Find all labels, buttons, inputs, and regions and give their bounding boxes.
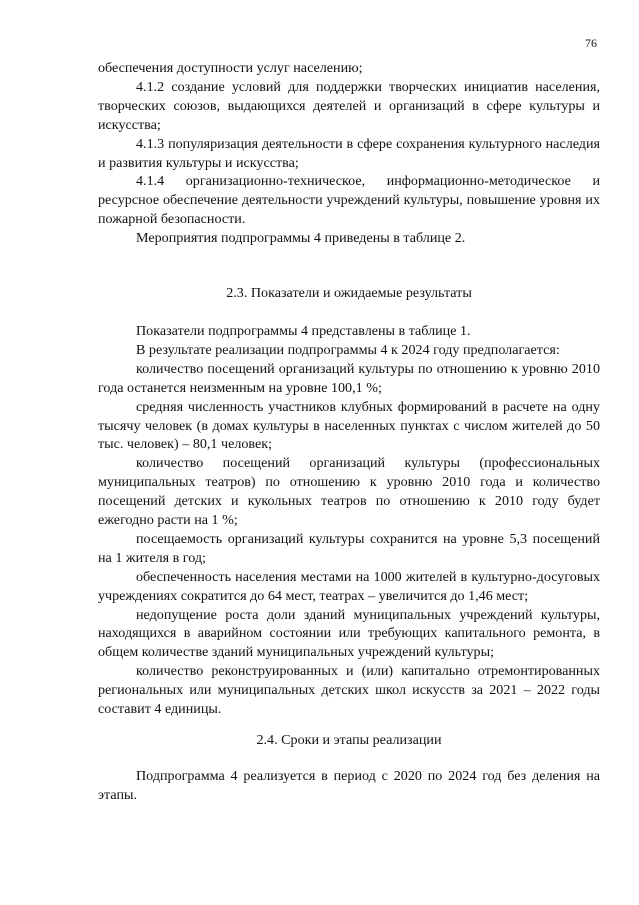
paragraph-visits: количество посещений организаций культуры по отношению к уровню 2010 года останется неизменным на уровне 100,1 %; — [98, 360, 600, 396]
paragraph-theatre-visits: количество посещений организаций культуры (профессиональных муниципальных театров) по отношению к уровню 2010 года и количество посещений детских и кукольных театров по отношению к 2010 году будет ежегодно расти на 1 %; — [98, 455, 600, 529]
paragraph-4-1-3: 4.1.3 популяризация деятельности в сфере сохранения культурного наследия и развития культуры и искусства; — [98, 135, 600, 171]
paragraph-seats: обеспеченность населения местами на 1000 жителей в культурно-досуговых учреждениях сократится до 64 мест, театрах – увеличится до 1,46 мест; — [98, 568, 600, 604]
paragraph-4-1-2: 4.1.2 создание условий для поддержки творческих инициатив населения, творческих союзов, выдающихся деятелей и организаций в сфере культуры и искусства; — [98, 78, 600, 133]
page-number: 76 — [585, 36, 597, 50]
paragraph-indicators: Показатели подпрограммы 4 представлены в таблице 1. — [136, 322, 471, 339]
section-heading-2-4: 2.4. Сроки и этапы реализации — [256, 732, 442, 748]
spacer — [98, 303, 600, 322]
paragraph-period: Подпрограмма 4 реализуется в период с 2020 по 2024 год без деления на этапы. — [98, 767, 600, 803]
paragraph-attendance: посещаемость организаций культуры сохранится на уровне 5,3 посещений на 1 жителя в год; — [98, 530, 600, 566]
paragraph-4-1-4: 4.1.4 организационно-техническое, информационно-методическое и ресурсное обеспечение деятельности учреждений культуры, повышение уровня их пожарной безопасности. — [98, 173, 600, 228]
spacer — [98, 719, 600, 731]
paragraph-buildings: недопущение роста доли зданий муниципальных учреждений культуры, находящихся в аварийном состоянии или требующих капитального ремонта, в общем количестве зданий муниципальных учреждений культуры; — [98, 606, 600, 661]
paragraph-expected: В результате реализации подпрограммы 4 к 2024 году предполагается: — [136, 341, 560, 358]
paragraph-measures: Мероприятия подпрограммы 4 приведены в таблице 2. — [136, 230, 466, 247]
section-heading-2-3: 2.3. Показатели и ожидаемые результаты — [226, 285, 472, 302]
paragraph-club-participants: средняя численность участников клубных формирований в расчете на одну тысячу человек (в домах культуры в населенных пунктах с числом жителей до 50 тыс. человек) – 80,1 человек; — [98, 398, 600, 453]
spacer — [98, 750, 600, 767]
paragraph-art-schools: количество реконструированных и (или) капитально отремонтированных региональных или муниципальных детских школ искусств за 2021 – 2022 годы составит 4 единицы. — [98, 663, 600, 718]
page-body — [98, 59, 600, 805]
spacer — [98, 248, 600, 284]
paragraph-continuation: обеспечения доступности услуг населению; — [98, 60, 363, 76]
